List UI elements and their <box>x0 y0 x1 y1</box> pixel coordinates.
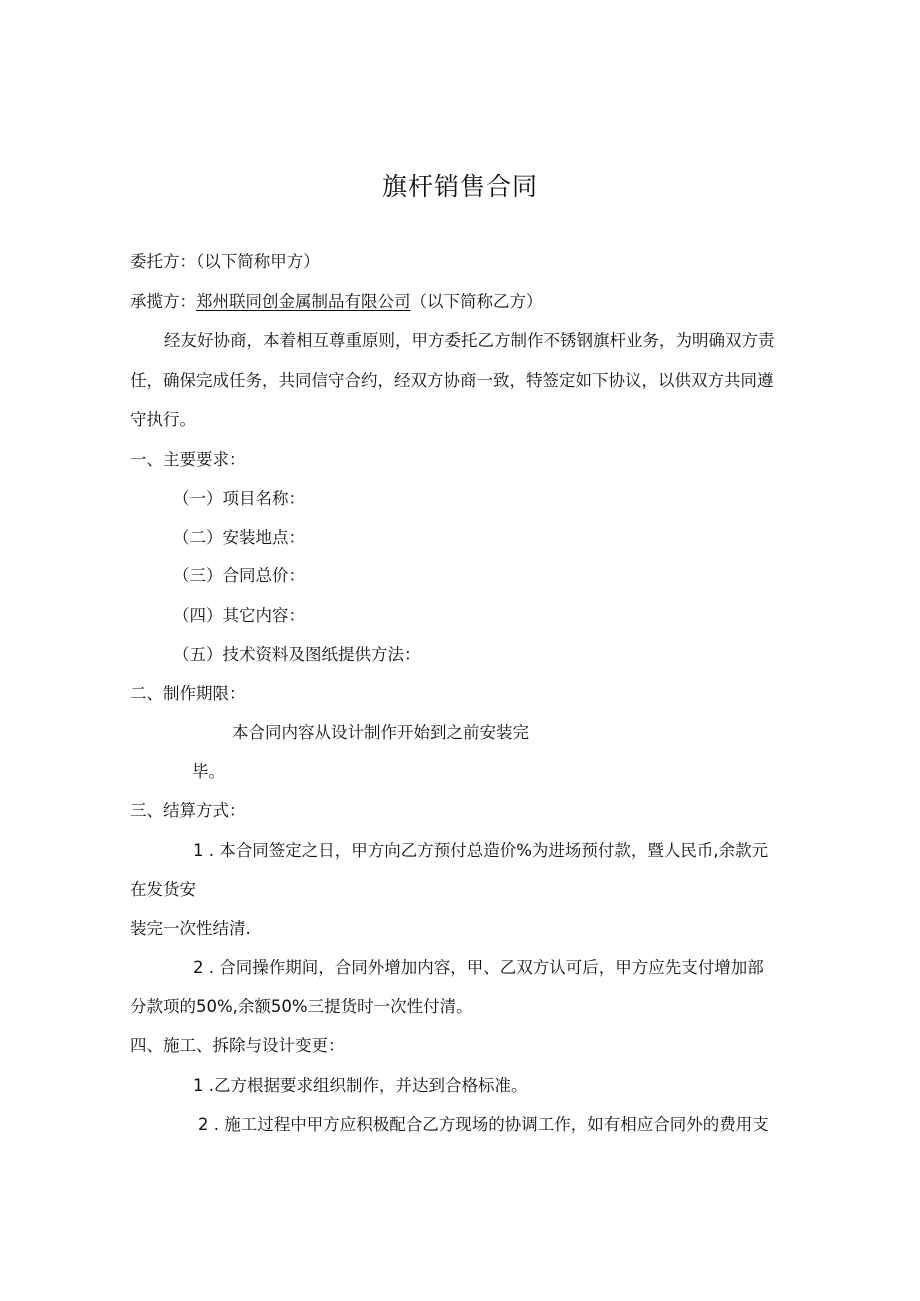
party-b-suffix: （以下简称乙方） <box>410 292 543 311</box>
page-title: 旗杆销售合同 <box>381 172 538 201</box>
section4-line-2: 2 . 施工过程中甲方应积极配合乙方现场的协调工作，如有相应合同外的费用支 <box>198 1115 769 1134</box>
party-a-line: 委托方：（以下简称甲方） <box>130 252 320 271</box>
party-b-label: 承揽方： <box>130 292 196 311</box>
section2-heading: 二、制作期限： <box>130 684 246 703</box>
section1-item-4: （四）其它内容： <box>173 606 305 625</box>
section3-line-2: 在发货安 <box>130 880 196 899</box>
section3-line-4: 2 . 合同操作期间，合同外增加内容，甲、乙双方认可后，甲方应先支付增加部 <box>193 958 764 977</box>
section2-line-1: 本合同内容从设计制作开始到之前安装完 <box>232 723 529 742</box>
section3-heading: 三、结算方式： <box>130 801 246 820</box>
intro-line-3: 守执行。 <box>130 410 196 429</box>
party-b-company: 郑州联同创金属制品有限公司 <box>196 292 411 311</box>
section1-item-2: （二）安装地点： <box>173 528 305 547</box>
section3-line-1: 1 . 本合同签定之日，甲方向乙方预付总造价%为进场预付款，暨人民币,余款元 <box>193 841 769 860</box>
section1-item-1: （一）项目名称： <box>173 489 305 508</box>
section3-line-5: 分款项的50%,余额50%三提货时一次性付清。 <box>130 997 473 1016</box>
section3-line-3: 装完一次性结清. <box>130 919 251 938</box>
section1-heading: 一、主要要求： <box>130 450 246 469</box>
intro-line-2: 任，确保完成任务，共同信守合约，经双方协商一致，特签定如下协议，以供双方共同遵 <box>130 371 774 390</box>
section2-line-2: 毕。 <box>192 762 225 781</box>
section4-heading: 四、施工、拆除与设计变更： <box>130 1036 345 1055</box>
section1-item-5: （五）技术资料及图纸提供方法： <box>173 645 421 664</box>
section4-line-1: 1 .乙方根据要求组织制作，并达到合格标准。 <box>193 1076 528 1095</box>
intro-line-1: 经友好协商，本着相互尊重原则，甲方委托乙方制作不锈钢旗杆业务，为明确双方责 <box>164 331 775 350</box>
party-b-line <box>130 292 543 312</box>
section1-item-3: （三）合同总价： <box>173 566 305 585</box>
